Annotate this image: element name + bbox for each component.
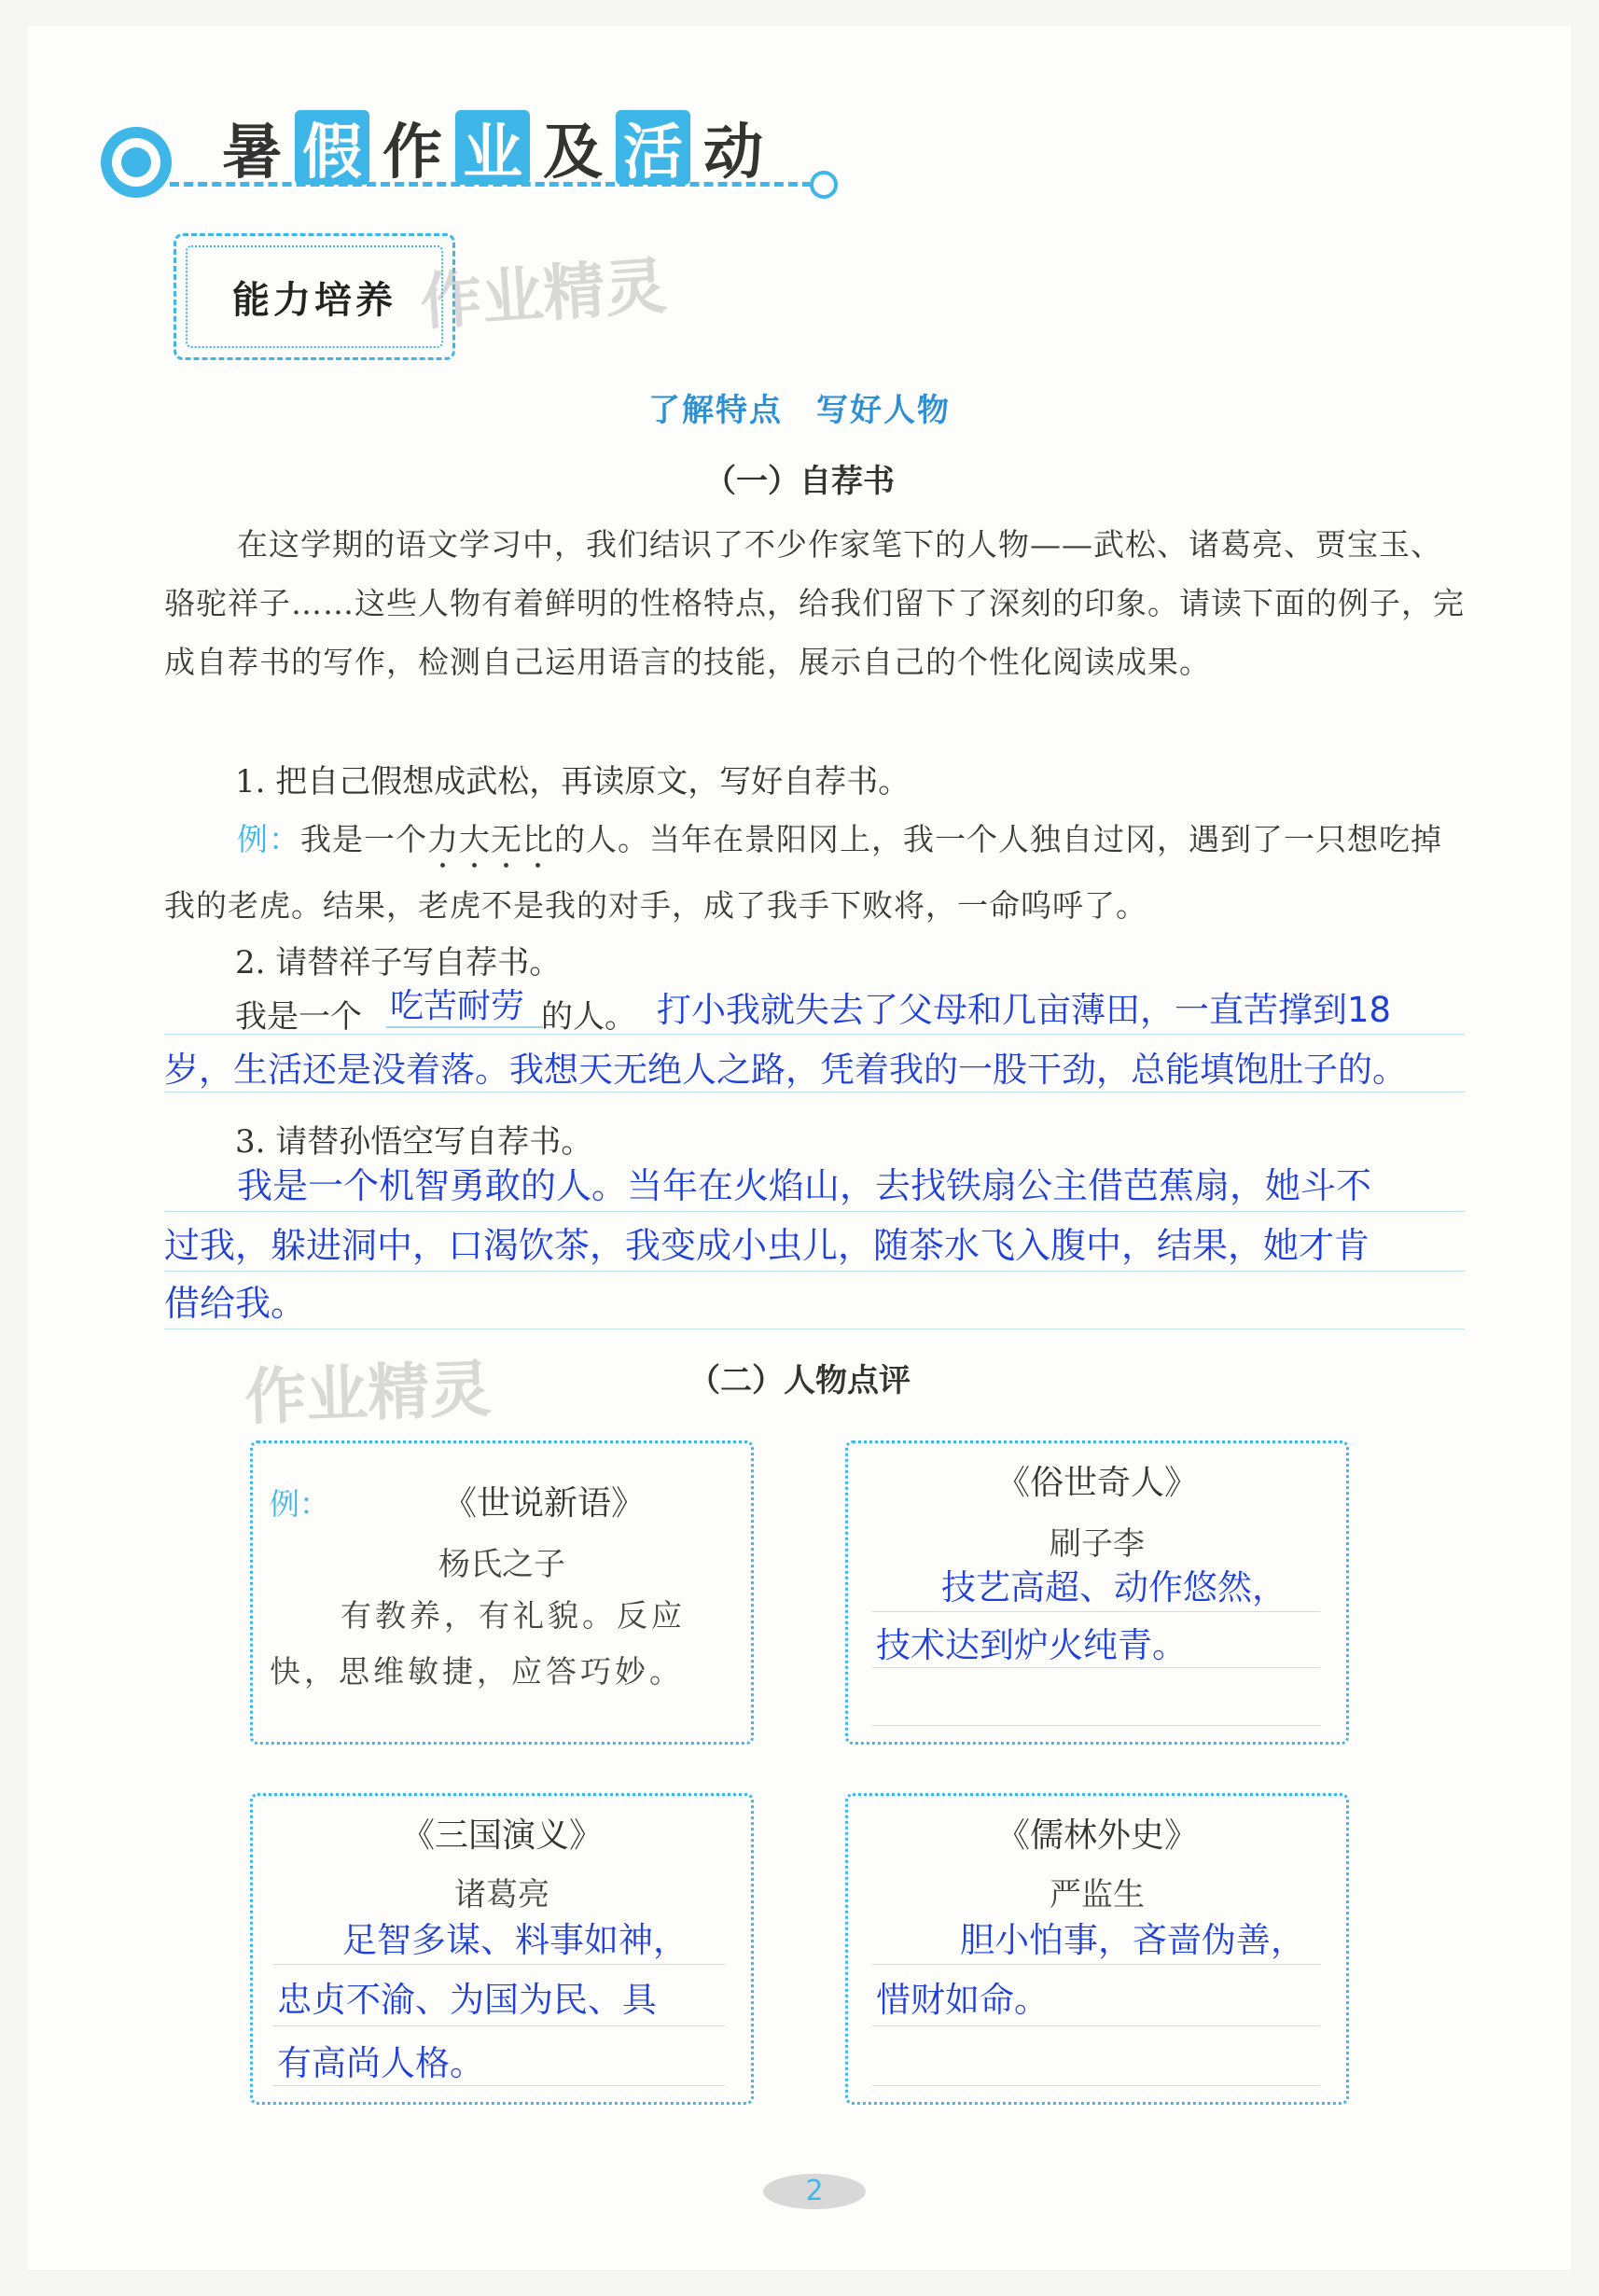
- section-badge: [174, 233, 455, 360]
- review-answer-line: 惜财如命。: [876, 1980, 1049, 2020]
- answer-rule: [872, 1667, 1320, 1668]
- review-box-example: [250, 1440, 754, 1745]
- character-name: 刷子李: [1050, 1525, 1145, 1563]
- q3-answer-line: 过我，躲进洞中，口渴饮茶，我变成小虫儿，随茶水飞入腹中，结果，她才肯: [164, 1225, 1370, 1266]
- example-emphasis: 力大无比: [427, 821, 554, 857]
- answer-rule: [872, 2085, 1320, 2086]
- header-title: [215, 110, 771, 188]
- answer-rule: [164, 1271, 1465, 1272]
- answer-rule: [273, 1964, 725, 1965]
- example-text-b: 的人。当年在景阳冈上，我一个人独自过冈，遇到了一只想吃掉我的老虎。结果，老虎不是我的对手，成了我手下败将，一命呜呼了。: [164, 821, 1442, 924]
- question-2: 2. 请替祥子写自荐书。: [235, 944, 562, 981]
- header-end-dot-icon: [810, 171, 838, 199]
- answer-rule: [273, 2085, 725, 2086]
- q2-answer-line: 岁，生活还是没着落。我想天无绝人之路，凭着我的一股干劲，总能填饱肚子的。: [164, 1050, 1407, 1090]
- review-answer-line: 忠贞不渝、为国为民、具: [277, 1980, 657, 2020]
- character-name: 诸葛亮: [454, 1876, 549, 1913]
- question-1: 1. 把自己假想成武松，再读原文，写好自荐书。: [235, 763, 911, 800]
- intro-paragraph: 在这学期的语文学习中，我们结识了不少作家笔下的人物——武松、诸葛亮、贾宝玉、骆驼祥子……这些人物有着鲜明的性格特点，给我们留下了深刻的印象。请读下面的例子，完成自荐书的写作，检测自己运用语言的技能，展示自己的个性化阅读成果。: [164, 526, 1465, 680]
- header-char: 及: [543, 118, 603, 188]
- header-char: 动: [703, 118, 763, 188]
- example-label: 例：: [237, 821, 300, 857]
- target-circle-icon: [101, 127, 172, 198]
- review-box-sanguo: [250, 1793, 754, 2105]
- watermark: 作业精灵: [243, 1353, 493, 1434]
- q2-blank-line: [386, 1026, 543, 1028]
- part1-heading: （一）自荐书: [704, 463, 895, 500]
- answer-rule: [164, 1034, 1465, 1035]
- answer-rule: [872, 1725, 1320, 1726]
- character-name: 严监生: [1050, 1876, 1145, 1913]
- header-dashed-line: [170, 182, 812, 187]
- character-name: 杨氏之子: [438, 1546, 565, 1583]
- example-text-a: 我是一个: [300, 821, 427, 857]
- q2-prefix: 我是一个: [235, 998, 362, 1036]
- question-3: 3. 请替孙悟空写自荐书。: [235, 1123, 593, 1161]
- part2-heading: （二）人物点评: [688, 1362, 911, 1399]
- review-answer-line: 技术达到炉火纯青。: [876, 1625, 1187, 1665]
- answer-rule: [872, 1611, 1320, 1612]
- book-title: 《俗世奇人》: [995, 1464, 1198, 1502]
- watermark: 作业精灵: [418, 249, 669, 340]
- example-paragraph: [164, 810, 1470, 935]
- review-box-rulin: [845, 1793, 1349, 2105]
- header-char: 假: [295, 110, 369, 185]
- book-title: 《三国演义》: [400, 1816, 603, 1855]
- q2-blank-answer: 吃苦耐劳: [390, 987, 525, 1025]
- section-badge-label: 能力培养: [186, 245, 443, 348]
- header-char: 活: [616, 110, 690, 185]
- q3-answer-line: 我是一个机智勇敢的人。当年在火焰山，去找铁扇公主借芭蕉扇，她斗不: [237, 1165, 1372, 1206]
- answer-rule: [872, 2025, 1320, 2026]
- review-answer-line: 技艺高超、动作悠然，: [941, 1567, 1286, 1607]
- q2-answer-line: 打小我就失去了父母和几亩薄田，一直苦撑到18: [657, 990, 1392, 1030]
- q3-answer-line: 借给我。: [164, 1283, 307, 1324]
- review-text: 有教养，有礼貌。反应: [341, 1597, 686, 1634]
- review-answer-line: 有高尚人格。: [277, 2043, 484, 2083]
- answer-rule: [872, 1964, 1320, 1965]
- review-box-sushiqiren: [845, 1440, 1349, 1745]
- answer-rule: [164, 1211, 1465, 1212]
- header-char: 业: [455, 110, 530, 185]
- review-text: 快，思维敏捷，应答巧妙。: [270, 1653, 684, 1690]
- review-answer-line: 足智多谋、料事如神，: [342, 1920, 688, 1960]
- review-answer-line: 胆小怕事，吝啬伪善，: [960, 1920, 1305, 1960]
- example-label: 例：: [270, 1486, 330, 1522]
- topic-title: 了解特点 写好人物: [648, 392, 951, 429]
- header-char: 暑: [222, 118, 282, 188]
- page-number: 2: [763, 2174, 866, 2209]
- q2-suffix: 的人。: [541, 998, 636, 1036]
- book-title: 《儒林外史》: [995, 1816, 1198, 1855]
- answer-rule: [273, 2025, 725, 2026]
- book-title: 《世说新语》: [442, 1484, 645, 1523]
- header-char: 作: [382, 118, 442, 188]
